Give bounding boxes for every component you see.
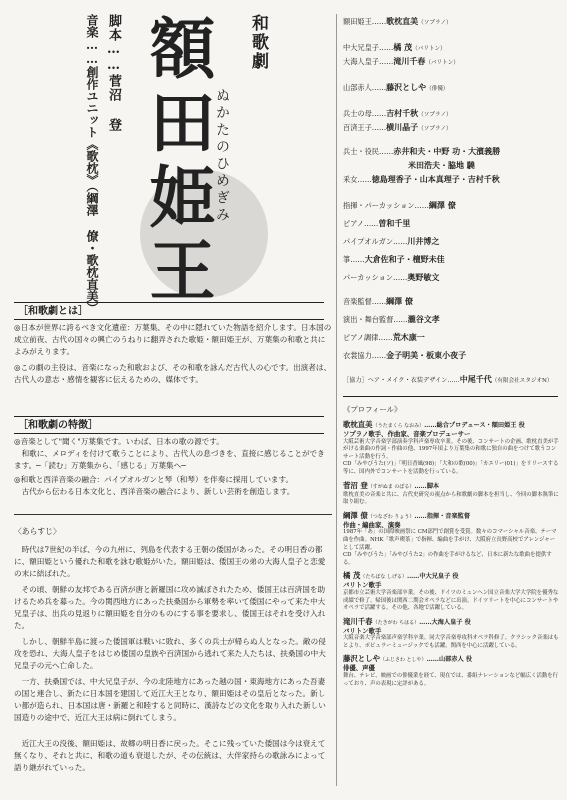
section2-para-1: ◎音楽として"聞く"万葉集です。いわば、日本の歌の源です。 xyxy=(14,437,224,446)
staff-role: 箏…… xyxy=(343,255,365,264)
profile-heading: 《プロフィール》 xyxy=(343,405,402,414)
section2-heading: ［和歌劇の特徴］ xyxy=(14,416,324,434)
cast-note: （ソプラノ） xyxy=(418,112,452,118)
cast-note: （バリトン） xyxy=(412,46,446,52)
cast-row xyxy=(343,174,558,185)
profile-entry xyxy=(343,571,559,612)
cast-role: 釆女…… xyxy=(343,175,372,184)
staff-role: 音楽監督…… xyxy=(343,297,387,306)
staff-row xyxy=(343,236,558,247)
column-divider xyxy=(336,14,337,786)
staff-name: 中尾千代 xyxy=(459,374,492,384)
profile-entry xyxy=(343,481,559,507)
staff-name: 金子明美・板東小夜子 xyxy=(386,350,467,360)
staff-note: （有限会社スタジオN） xyxy=(491,378,553,384)
cast-name: 徳島理香子・山本真理子・吉村千秋 xyxy=(371,174,500,184)
cast-role: 山部赤人…… xyxy=(343,83,387,92)
profile-role: ……指揮・音楽監督 xyxy=(414,512,471,520)
profile-line: 大阪音楽大学音楽部声楽学科卒業。同大学音楽専攻科オペラ科修了。クラシック音楽はもとより、ポピュラーミュージックでも活躍。関西を中心に活躍している。 xyxy=(343,635,559,649)
synopsis-para-5: 近江大王の没後、額田姫は、故郷の明日香に戻った。そこに残っていた倭国は今は衰えて無くなり、それと共に、和歌の道も衰退したが、その伝統は、大伴家持らの歌詠みによって語り継がれていった。 xyxy=(14,739,326,772)
staff-role: パイプオルガン…… xyxy=(343,237,408,246)
profile-entry xyxy=(343,511,559,568)
profile-role: ……山部赤人 役 xyxy=(426,656,473,664)
cast-row xyxy=(408,160,567,171)
staff-role: ピアノ…… xyxy=(343,219,379,228)
profile-entry xyxy=(343,420,559,477)
profile-line: CD「みやびうた(ソ)」「明日香風(98)」「大和の歌(00)」「カエリー(01)」をリリースする等に、国内外でコンサートを活動を行っている。 xyxy=(343,461,559,475)
divider xyxy=(14,514,332,515)
profile-line: 1987年「あ」の国際映画祭に CM部門で創賞を受賞。数々のコマーシャル音楽、テーマ曲を作曲。NHK「歌声喫茶」で指揮、編曲を手がけ、大阪府立長野高校でアレンジャーとして活躍。 xyxy=(343,529,557,551)
synopsis-para-3: しかし、朝鮮半島に渡った倭国軍は戦いに敗れ、多くの兵士が帰らぬ人となった。敵の侵攻を恐れ、大海人皇子をはじめ倭国の皇族や百済国から逃れて来た人たちは、扶桑国の中大兄皇子の元へ亡命した。 xyxy=(14,637,326,670)
staff-name: 綱澤 僚 xyxy=(428,200,456,210)
staff-name: 曽和千里 xyxy=(378,218,411,228)
staff-role: 指揮・パーカッション…… xyxy=(343,201,429,210)
staff-row xyxy=(343,272,558,283)
profile-role: ……大海人皇子 役 xyxy=(419,618,471,626)
title: 額田姫王 xyxy=(138,14,216,310)
profile-role: ……総合プロデュース・額田姫王 役 xyxy=(424,422,525,429)
profile-ruby: （すがぬま のぼる） xyxy=(367,483,415,490)
profile-ruby: （たちばな しげる） xyxy=(360,574,407,581)
cast-note: （ソプラノ） xyxy=(418,20,452,26)
profile-line: 舞台、テレビ、映画での俳優業を経て、現在では、番組ナレーションなど幅広く活動を行っており、声の表現に定評がある。 xyxy=(343,673,559,687)
profile-ruby: （ふじさわ としや） xyxy=(379,657,427,664)
profile-ruby: （たきがわ ちはる） xyxy=(372,619,420,626)
cast-row xyxy=(343,42,558,54)
credit-script: 脚本……菅沼 登 xyxy=(106,14,121,132)
staff-name: 綱澤 僚 xyxy=(386,296,413,306)
cast-name: 橘 茂 xyxy=(393,42,413,52)
cast-name: 歌枕直美 xyxy=(386,16,419,26)
cast-name: 赤井和夫・中野 功・大濱義勝 xyxy=(393,146,501,156)
profile-ruby: （うたまくら なおみ） xyxy=(372,423,425,429)
title-reading: ぬかたのひめぎみ xyxy=(214,88,230,224)
cast-row xyxy=(343,82,558,94)
profile-title: 俳優、声優 xyxy=(343,664,375,673)
staff-name: 荒木康一 xyxy=(392,332,425,342)
profile-line: 京都市立芸術大学音楽部卒業。その後、ドイツのミュンヘン国立音楽大学大学院を優秀な成績で修了。帰国後は関西二期会オペラなどに出演。ドイツリートを中心にコンサートやオペラで活躍する。その他、各地で活躍している。 xyxy=(343,589,559,612)
staff-name: 瀧谷文孝 xyxy=(407,314,440,324)
section2-para-2: 和歌に、メロディを付けて歌うことにより、古代人の息づきを、直接に感じることができます。─「読む」万葉集から、「感じる」万葉集へ─ xyxy=(14,449,325,470)
staff-row xyxy=(343,296,558,307)
cast-role: 百済王子…… xyxy=(343,123,387,132)
staff-role: 衣裳協力…… xyxy=(343,351,387,360)
cast-row xyxy=(343,108,558,120)
staff-role: 演出・舞台監督…… xyxy=(343,315,408,324)
cast-row xyxy=(343,146,558,157)
staff-name: 川井博之 xyxy=(407,236,440,246)
staff-role: ［協力］ヘア・メイク・衣装デザイン…… xyxy=(343,377,460,384)
cast-role: 大海人皇子…… xyxy=(343,57,394,66)
cast-name: 滝川千春 xyxy=(393,56,426,66)
cast-name: 吉村千秋 xyxy=(386,108,419,118)
synopsis-para-4: 一方、扶桑国では、中大兄皇子が、今の北陸地方にあった越の国・東海地方にあった吾妻の国と連合し、新たに日本国を建国して近江大王となり、額田姫はその皇后となった。新しい都が造られ、日本国は唐・新羅と和睦すると同時に、漢詩などの文化を取り入れた新しい国造りの途中で、近江大王は病に倒れてしまう。 xyxy=(14,677,326,722)
profile-line: 大阪芸術大学音楽学部演奏学科声楽専攻卒業。その後、コンサートの企画、歌枕直美が手がける楽曲の作詞・作曲の他、1997年頃より万葉集の和歌に独自の曲をつけて歌うコンサート活動を行う。 xyxy=(343,438,559,460)
section1-para-1: ◎日本が世界に誇るべき文化遺産：万葉集、その中に隠れていた物語を紹介します。日本国の成立前夜、古代の国々の興亡のうねりに翻弄された歌姫・額田姫王が、万葉集の和歌と共によみがえります。 xyxy=(14,323,332,356)
staff-row xyxy=(343,374,558,386)
section1-para-2: ◎この劇の主役は、音楽になった和歌および、その和歌を詠んだ古代人の心です。出演者は、古代人の意志・感情を観客に伝えるための、媒体です。 xyxy=(14,363,332,384)
profile-title: バリトン歌手 xyxy=(343,626,382,635)
staff-row xyxy=(343,218,558,229)
section1-heading: ［和歌劇とは］ xyxy=(14,302,324,320)
staff-row xyxy=(343,332,558,343)
profile-name: 橘 茂 xyxy=(343,571,361,581)
profile-name: 菅沼 登 xyxy=(343,480,368,490)
cast-name: 横川晶子 xyxy=(386,122,419,132)
cast-name: 米田浩夫・脇地 驍 xyxy=(408,160,475,170)
staff-row xyxy=(343,200,558,211)
profile-role: ……中大兄皇子 役 xyxy=(406,573,459,581)
profile-entry xyxy=(343,654,559,688)
cast-name: 藤沢としや xyxy=(386,82,427,92)
cast-note: （ソプラノ） xyxy=(418,126,452,132)
cast-role: 額田姫王…… xyxy=(343,17,387,26)
staff-row xyxy=(343,254,558,265)
staff-row xyxy=(343,350,558,361)
profile-line: CD「みやびうた」「みやびうた2」の作曲を手がけるなど、日本に新たな歌曲を提供する。 xyxy=(343,552,552,566)
cast-note: （バリトン） xyxy=(425,60,459,66)
profile-role: ……脚本 xyxy=(414,482,440,490)
staff-name: 奥野敏文 xyxy=(407,272,440,282)
profile xyxy=(343,404,559,688)
synopsis-para-1: 時代は7世紀の半ば、今の九州に、列島を代表する王朝の倭国があった。その明日香の都に、額田姫という優れた和歌を詠む歌姫がいた。額田姫は、倭国王の弟の大海人皇子と恋愛の末に結ばれた。 xyxy=(14,545,326,578)
profile-name: 綱澤 僚 xyxy=(343,510,368,520)
cast-row xyxy=(343,16,558,28)
profile-top-rule xyxy=(343,396,558,397)
profile-title: バリトン歌手 xyxy=(343,581,382,590)
profile-name: 滝川千春 xyxy=(343,616,373,626)
profile-name-line xyxy=(343,654,559,665)
genre-label: 和歌劇 xyxy=(248,14,268,71)
staff-name: 大倉佐和子・檀野未佳 xyxy=(364,254,445,264)
profile-title: 作曲・編曲家、演奏 xyxy=(343,520,401,529)
profile-name: 藤沢としや xyxy=(343,654,380,664)
cast-note: （俳優） xyxy=(426,86,449,92)
cast-row xyxy=(343,56,558,68)
profile-title: ソプラノ歌手、作曲家、音楽プロデューサー xyxy=(343,430,471,438)
synopsis-para-2: その頃、朝鮮の友邦である百済が唐と新羅国に攻め滅ぼされたため、倭国王は百済国を助けるため兵を募った。今の関西地方にあった扶桑国から軍勢を率いて倭国にやって来た中大兄皇子は、出兵の見返りに額田姫を自分のものにする事を要求し、倭国王はそれを受け入れた。 xyxy=(14,585,326,630)
profile-name: 歌枕直美 xyxy=(343,420,373,429)
staff-role: パーカッション…… xyxy=(343,273,408,282)
profile-ruby: （つなざわ りょう） xyxy=(367,513,415,520)
cast-role: 兵士・役民…… xyxy=(343,147,394,156)
staff-row xyxy=(343,314,558,325)
cast-role: 中大兄皇子…… xyxy=(343,43,394,52)
section2-para-4: 古代から伝わる日本文化と、西洋音楽の融合により、新しい芸術を創造します。 xyxy=(14,487,295,496)
profile-line: 歌枕直美の音楽と共に、古代史研究の視点から和歌劇の脚本を担当し、今回の脚本執筆に取り組む。 xyxy=(343,491,559,506)
staff-role: ピアノ調律…… xyxy=(343,333,393,342)
synopsis-heading: 〈あらすじ〉 xyxy=(14,527,61,536)
cast-row xyxy=(343,122,558,134)
profile-entry xyxy=(343,617,559,651)
credit-music: 音楽……創作ユニット《歌枕》（綱澤 僚・歌枕直美） xyxy=(85,14,99,314)
cast-role: 兵士の母…… xyxy=(343,109,387,118)
profile-name-line xyxy=(343,481,559,492)
section2-para-3: ◎和歌と西洋音楽の融合：パイプオルガンと琴（和琴）を伴奏に採用しています。 xyxy=(14,475,294,484)
